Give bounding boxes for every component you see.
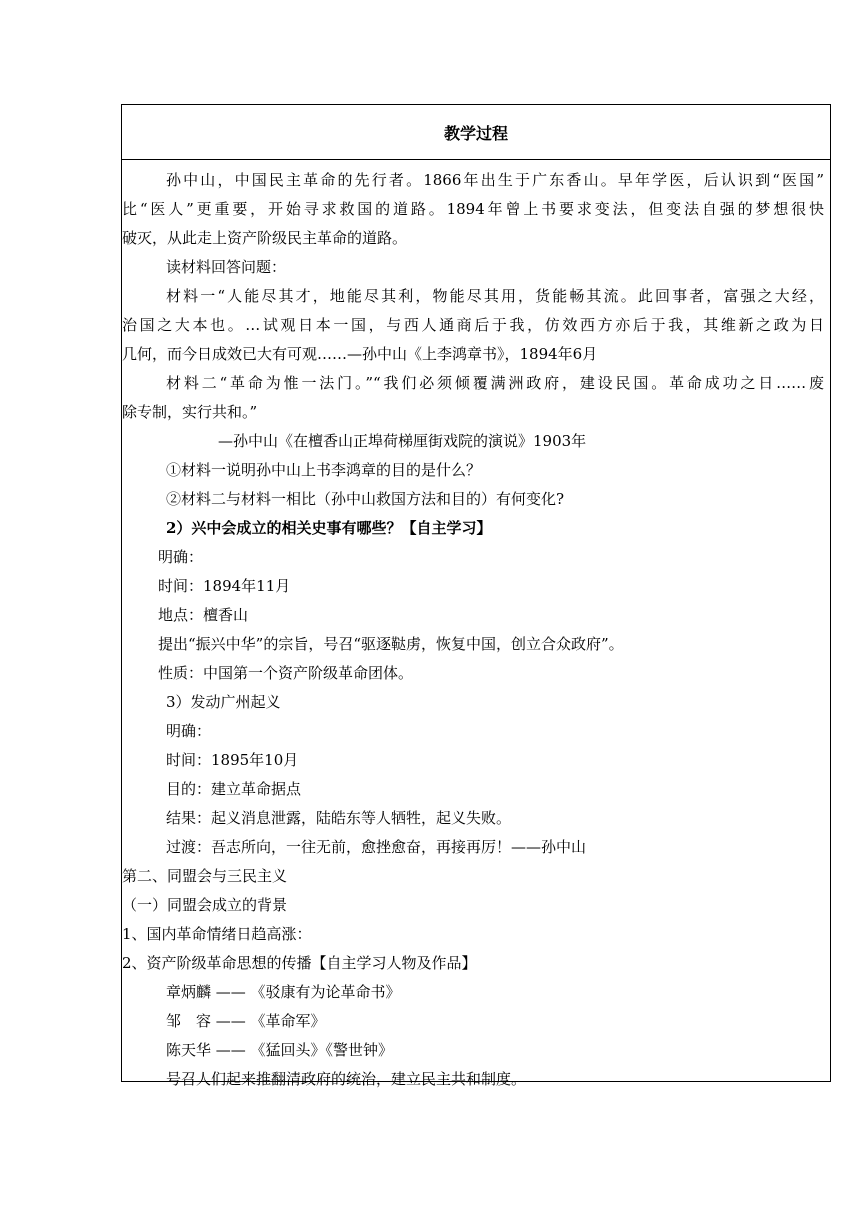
section-two-heading: 第二、同盟会与三民主义 <box>122 867 288 885</box>
section-xingzhonghui-heading: 2）兴中会成立的相关史事有哪些？【自主学习】 <box>166 519 492 537</box>
uprising-result: 结果：起义消息泄露，陆皓东等人牺牲，起义失败。 <box>166 809 512 827</box>
answer-label: 明确： <box>158 548 204 566</box>
transition-quote: 过渡：吾志所向，一往无前，愈挫愈奋，再接再厉！——孙中山 <box>166 838 587 856</box>
lesson-table <box>121 104 831 1088</box>
author-work-chen-tianhua: 陈天华 —— 《猛回头》《警世钟》 <box>166 1041 394 1059</box>
uprising-purpose: 目的：建立革命据点 <box>166 780 302 798</box>
material-one-line-2: 治国之大本也。…试观日本一国，与西人通商后于我，仿效西方亦后于我，其维新之政为日 <box>122 316 824 334</box>
material-two-line-2: 除专制，实行共和。” <box>122 403 258 421</box>
answer-label-2: 明确： <box>166 722 212 740</box>
question-one: ①材料一说明孙中山上书李鸿章的目的是什么？ <box>166 461 482 479</box>
material-two-line-1: 材料二“革命为惟一法门。”“我们必须倾覆满洲政府，建设民国。革命成功之日……废 <box>166 374 824 392</box>
background-point-1: 1、国内革命情绪日趋高涨： <box>122 925 312 943</box>
reading-prompt: 读材料回答问题： <box>166 258 287 276</box>
author-work-zhang-binglin: 章炳麟 —— 《驳康有为论革命书》 <box>166 983 401 1001</box>
material-one-line-1: 材料一“人能尽其才，地能尽其利，物能尽其用，货能畅其流。此回事者，富强之大经， <box>166 287 824 305</box>
intro-paragraph-line-1: 孙中山，中国民主革命的先行者。1866年出生于广东香山。早年学医，后认识到“医国” <box>166 171 824 189</box>
xingzhonghui-place: 地点：檀香山 <box>158 606 249 624</box>
uprising-time: 时间：1895年10月 <box>166 751 299 769</box>
call-to-action: 号召人们起来推翻清政府的统治，建立民主共和制度。 <box>166 1070 527 1088</box>
table-content-cell <box>122 160 830 1094</box>
section-guangzhou-uprising-heading: 3）发动广州起义 <box>166 693 281 711</box>
intro-paragraph-line-2: 比“医人”更重要，开始寻求救国的道路。1894年曾上书要求变法，但变法自强的梦想很快 <box>122 200 824 218</box>
xingzhonghui-nature: 性质：中国第一个资产阶级革命团体。 <box>158 664 414 682</box>
material-one-line-3: 几何，而今日成效已大有可观……—孙中山《上李鸿章书》，1894年6月 <box>122 345 598 363</box>
background-point-2: 2、资产阶级革命思想的传播【自主学习人物及作品】 <box>122 954 477 972</box>
xingzhonghui-slogan: 提出“振兴中华”的宗旨，号召“驱逐鞑虏，恢复中国，创立合众政府”。 <box>158 635 624 653</box>
xingzhonghui-time: 时间：1894年11月 <box>158 577 291 595</box>
material-two-source: —孙中山《在檀香山正埠荷梯厘街戏院的演说》1903年 <box>218 432 587 450</box>
question-two: ②材料二与材料一相比（孙中山救国方法和目的）有何变化? <box>166 490 565 508</box>
table-header-title: 教学过程 <box>122 105 830 160</box>
intro-paragraph-line-3: 破灭，从此走上资产阶级民主革命的道路。 <box>122 229 408 247</box>
subsection-background-heading: （一）同盟会成立的背景 <box>122 896 288 914</box>
author-work-zou-rong: 邹 容 —— 《革命军》 <box>166 1012 326 1030</box>
